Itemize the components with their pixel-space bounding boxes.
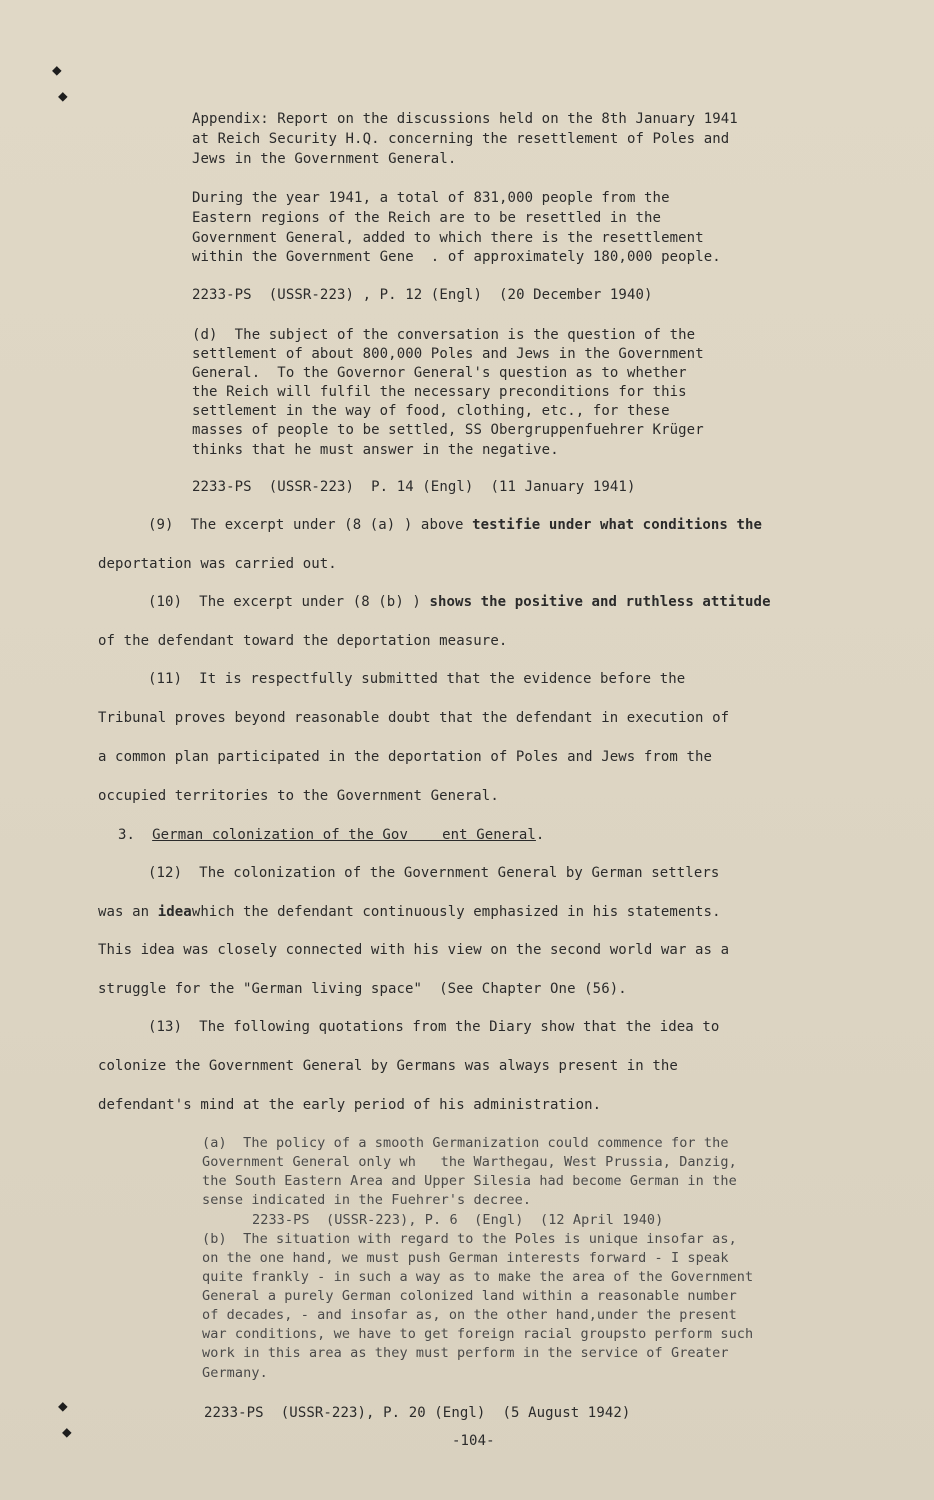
text-line: struggle for the "German living space" (See Chapter One (56). [98, 981, 627, 997]
text-line: within the Government Gene . of approximately 180,000 people. [192, 249, 721, 265]
text-line: on the one hand, we must push German interests forward - I speak [202, 1250, 729, 1266]
text-line: General. To the Governor General's question as to whether [192, 365, 687, 381]
text-run: (10) The excerpt under (8 (b) ) [148, 594, 430, 610]
text-line: masses of people to be settled, SS Obergruppenfuehrer Krüger [192, 422, 704, 438]
text-line [148, 593, 771, 613]
text-line: Appendix: Report on the discussions held on the 8th January 1941 [192, 111, 738, 127]
text-line: (a) The policy of a smooth Germanization could commence for the [202, 1135, 729, 1151]
citation: 2233-PS (USSR-223) , P. 12 (Engl) (20 December 1940) [192, 287, 653, 303]
section-title: German colonization of the Gov ent General [152, 827, 536, 843]
text-line: During the year 1941, a total of 831,000 people from the [192, 190, 670, 206]
text-line [148, 516, 762, 536]
text-line: sense indicated in the Fuehrer's decree. [202, 1192, 532, 1208]
citation: 2233-PS (USSR-223) P. 14 (Engl) (11 January 1941) [192, 479, 636, 495]
text-line: (d) The subject of the conversation is the question of the [192, 327, 696, 343]
page-number: -104- [452, 1433, 495, 1449]
punch-hole-mark: ◆ [52, 60, 62, 79]
text-line: Government General, added to which there is the resettlement [192, 230, 704, 246]
text-line: deportation was carried out. [98, 556, 337, 572]
text-line: Eastern regions of the Reich are to be resettled in the [192, 210, 662, 226]
text-line: (11) It is respectfully submitted that the evidence before the [148, 671, 686, 687]
text-line: occupied territories to the Government General. [98, 788, 499, 804]
text-line: colonize the Government General by Germans was always present in the [98, 1058, 678, 1074]
text-run-bold: shows the positive and ruthless attitude [429, 594, 771, 610]
text-line: the South Eastern Area and Upper Silesia had become German in the [202, 1173, 737, 1189]
text-line: war conditions, we have to get foreign racial groupsto perform such [202, 1326, 754, 1342]
text-line: defendant's mind at the early period of his administration. [98, 1097, 602, 1113]
section-title-end: . [535, 827, 545, 843]
citation: 2233-PS (USSR-223), P. 20 (Engl) (5 August 1942) [204, 1405, 631, 1421]
text-run: which the defendant continuously emphasized in his statements. [191, 904, 721, 920]
text-run-bold: idea [157, 904, 192, 920]
text-line: of decades, - and insofar as, on the other hand,under the present [202, 1307, 737, 1323]
text-line: Jews in the Government General. [192, 151, 457, 167]
text-run: (9) The excerpt under (8 (a) ) above [148, 517, 473, 533]
text-line: General a purely German colonized land within a reasonable number [202, 1288, 737, 1304]
punch-hole-mark: ◆ [62, 1422, 72, 1441]
text-line: Government General only wh the Warthegau, West Prussia, Danzig, [202, 1154, 737, 1170]
punch-hole-mark: ◆ [58, 1396, 68, 1415]
section-number: 3. [118, 827, 153, 843]
text-line: at Reich Security H.Q. concerning the resettlement of Poles and [192, 131, 730, 147]
punch-hole-mark: ◆ [58, 86, 68, 105]
text-line: work in this area as they must perform in the service of Greater [202, 1345, 729, 1361]
text-run: was an [98, 904, 158, 920]
text-line: quite frankly - in such a way as to make the area of the Government [202, 1269, 754, 1285]
text-line: thinks that he must answer in the negative. [192, 442, 559, 458]
text-line: settlement of about 800,000 Poles and Jews in the Government [192, 346, 704, 362]
text-line: (b) The situation with regard to the Poles is unique insofar as, [202, 1231, 737, 1247]
citation: 2233-PS (USSR-223), P. 6 (Engl) (12 April 1940) [252, 1212, 664, 1228]
text-line: Tribunal proves beyond reasonable doubt that the defendant in execution of [98, 710, 730, 726]
text-line [98, 903, 721, 923]
text-run-bold: testifie under what conditions the [472, 517, 763, 533]
text-line: settlement in the way of food, clothing, etc., for these [192, 403, 670, 419]
text-line: (13) The following quotations from the Diary show that the idea to [148, 1019, 720, 1035]
text-line: the Reich will fulfil the necessary preconditions for this [192, 384, 687, 400]
text-line: (12) The colonization of the Government General by German settlers [148, 865, 720, 881]
text-line: Germany. [202, 1365, 268, 1381]
section-heading [118, 826, 544, 846]
text-line: a common plan participated in the deportation of Poles and Jews from the [98, 749, 713, 765]
text-line: This idea was closely connected with his view on the second world war as a [98, 942, 730, 958]
text-line: of the defendant toward the deportation measure. [98, 633, 508, 649]
